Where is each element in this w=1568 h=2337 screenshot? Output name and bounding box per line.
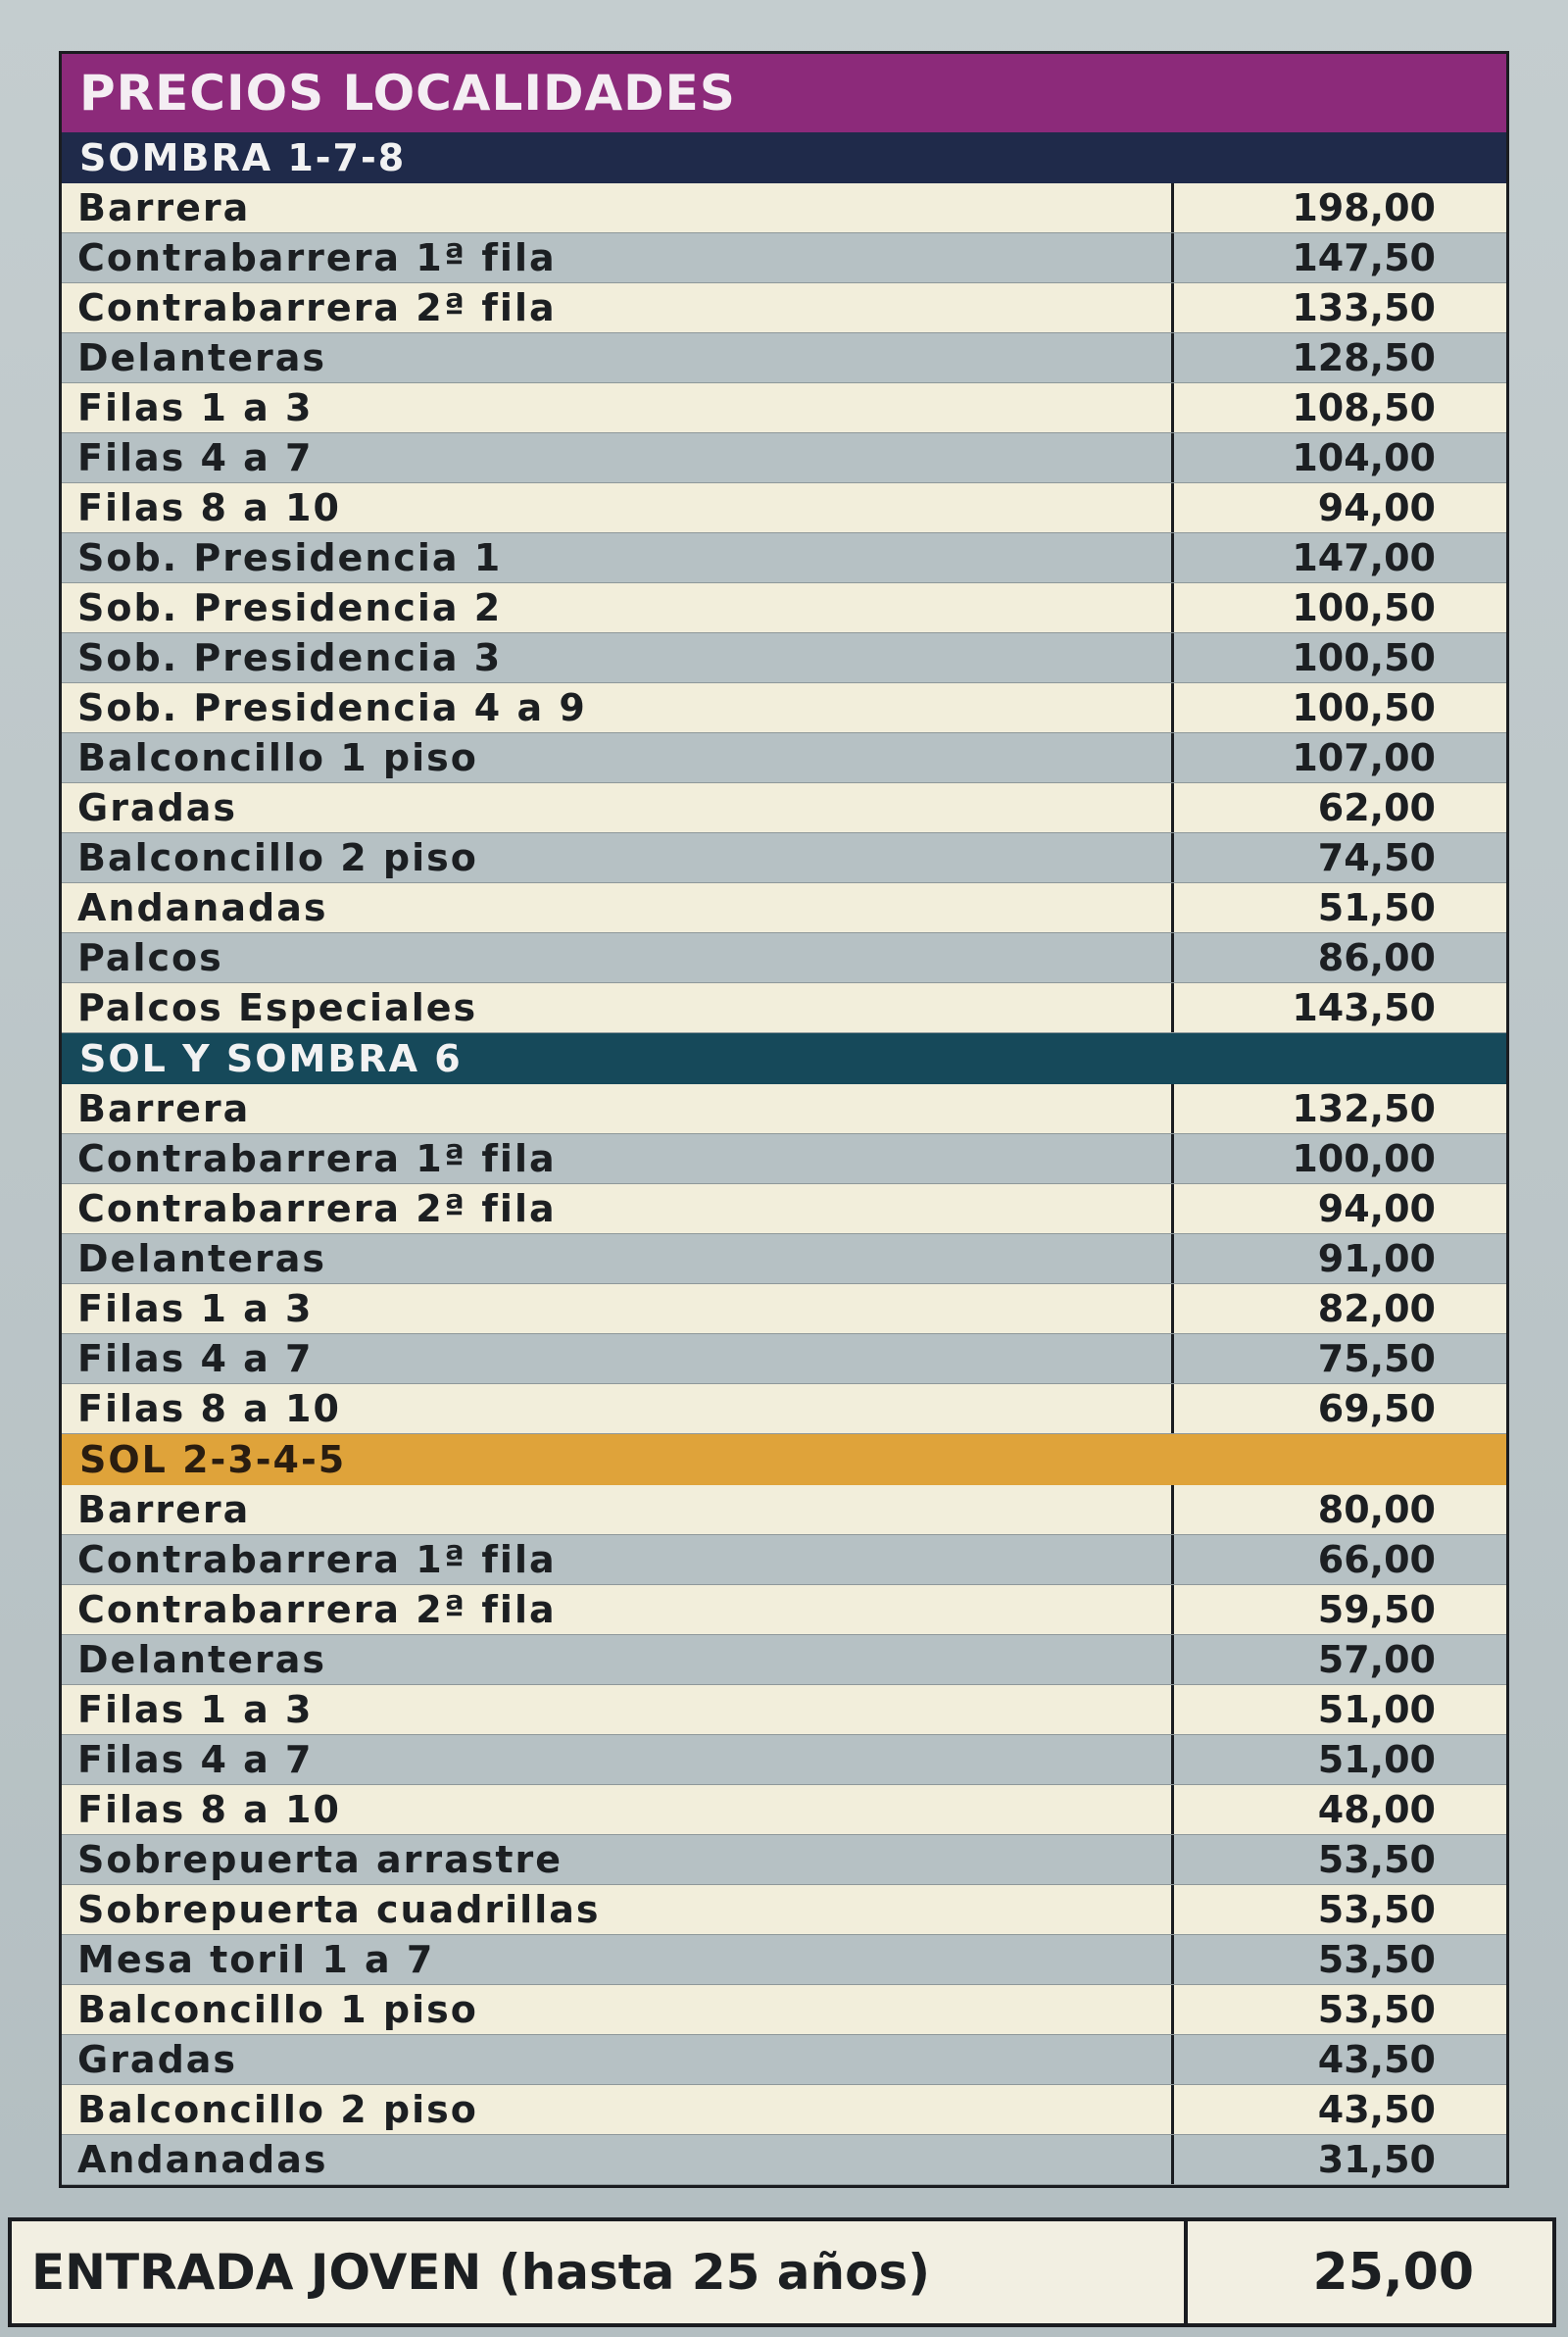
price-row: [62, 833, 1506, 883]
seat-price: 51,50: [1317, 886, 1436, 929]
price-row: [62, 1935, 1506, 1985]
seat-price: 59,50: [1317, 1588, 1436, 1631]
section-rows: [62, 1084, 1506, 1434]
price-table: [59, 51, 1509, 2188]
seat-price: 100,50: [1292, 586, 1436, 629]
section-rows: [62, 1485, 1506, 2185]
price-row: [62, 933, 1506, 983]
price-row: [62, 483, 1506, 533]
price-row: [62, 1835, 1506, 1885]
seat-price: 31,50: [1317, 2138, 1436, 2181]
seat-label: Gradas: [62, 2035, 1174, 2084]
price-row: [62, 1885, 1506, 1935]
seat-price: 51,00: [1317, 1738, 1436, 1781]
seat-label: Delanteras: [62, 333, 1174, 382]
price-row: [62, 1184, 1506, 1234]
seat-price: 43,50: [1317, 2038, 1436, 2081]
section-sol: [62, 1434, 1506, 2185]
seat-label: Sob. Presidencia 4 a 9: [62, 683, 1174, 732]
seat-price: 80,00: [1317, 1488, 1436, 1531]
price-row: [62, 1084, 1506, 1134]
seat-label: Filas 4 a 7: [62, 433, 1174, 482]
seat-price: 57,00: [1317, 1638, 1436, 1681]
price-row: [62, 983, 1506, 1033]
seat-price: 48,00: [1317, 1788, 1436, 1831]
section-header: SOL 2-3-4-5: [62, 1434, 1506, 1485]
price-row: [62, 883, 1506, 933]
seat-price: 62,00: [1317, 786, 1436, 829]
price-row: [62, 2035, 1506, 2085]
seat-price: 75,50: [1317, 1337, 1436, 1380]
seat-label: Contrabarrera 2ª fila: [62, 283, 1174, 332]
seat-label: Barrera: [62, 1084, 1174, 1133]
seat-label: Sob. Presidencia 2: [62, 583, 1174, 632]
seat-label: Barrera: [62, 183, 1174, 232]
price-row: [62, 1735, 1506, 1785]
seat-price: 198,00: [1292, 186, 1436, 229]
seat-price: 53,50: [1317, 1988, 1436, 2031]
price-row: [62, 1635, 1506, 1685]
price-row: [62, 333, 1506, 383]
section-sol-y-sombra: [62, 1033, 1506, 1434]
seat-label: Contrabarrera 1ª fila: [62, 1134, 1174, 1183]
seat-price: 86,00: [1317, 936, 1436, 979]
price-row: [62, 1685, 1506, 1735]
seat-label: Barrera: [62, 1485, 1174, 1534]
section-header: SOMBRA 1-7-8: [62, 132, 1506, 183]
seat-label: Mesa toril 1 a 7: [62, 1935, 1174, 1984]
seat-price: 128,50: [1292, 336, 1436, 379]
seat-label: Filas 4 a 7: [62, 1735, 1174, 1784]
price-row: [62, 1384, 1506, 1434]
price-row: [62, 1535, 1506, 1585]
youth-ticket-label: ENTRADA JOVEN (hasta 25 años): [12, 2221, 1188, 2323]
main-title: PRECIOS LOCALIDADES: [62, 54, 1506, 132]
seat-price: 94,00: [1317, 486, 1436, 529]
seat-label: Delanteras: [62, 1635, 1174, 1684]
seat-price: 69,50: [1317, 1387, 1436, 1430]
price-row: [62, 1585, 1506, 1635]
seat-price: 66,00: [1317, 1538, 1436, 1581]
seat-price: 147,00: [1292, 536, 1436, 579]
price-row: [62, 183, 1506, 233]
price-row: [62, 2085, 1506, 2135]
seat-label: Contrabarrera 2ª fila: [62, 1585, 1174, 1634]
price-row: [62, 1334, 1506, 1384]
seat-price: 53,50: [1317, 1938, 1436, 1981]
seat-label: Balconcillo 1 piso: [62, 1985, 1174, 2034]
seat-price: 147,50: [1292, 236, 1436, 279]
section-sombra: [62, 132, 1506, 1033]
seat-label: Palcos Especiales: [62, 983, 1174, 1032]
seat-label: Contrabarrera 2ª fila: [62, 1184, 1174, 1233]
price-row: [62, 1284, 1506, 1334]
seat-price: 108,50: [1292, 386, 1436, 429]
price-row: [62, 533, 1506, 583]
seat-price: 91,00: [1317, 1237, 1436, 1280]
price-row: [62, 633, 1506, 683]
price-row: [62, 1985, 1506, 2035]
seat-price: 94,00: [1317, 1187, 1436, 1230]
seat-price: 74,50: [1317, 836, 1436, 879]
seat-label: Filas 8 a 10: [62, 1384, 1174, 1433]
seat-label: Contrabarrera 1ª fila: [62, 1535, 1174, 1584]
price-row: [62, 583, 1506, 633]
seat-price: 53,50: [1317, 1888, 1436, 1931]
seat-label: Balconcillo 1 piso: [62, 733, 1174, 782]
seat-label: Balconcillo 2 piso: [62, 833, 1174, 882]
seat-label: Filas 8 a 10: [62, 483, 1174, 532]
price-row: [62, 1785, 1506, 1835]
seat-label: Contrabarrera 1ª fila: [62, 233, 1174, 282]
price-row: [62, 1485, 1506, 1535]
seat-label: Sob. Presidencia 1: [62, 533, 1174, 582]
seat-price: 100,00: [1292, 1137, 1436, 1180]
seat-price: 133,50: [1292, 286, 1436, 329]
seat-label: Sobrepuerta cuadrillas: [62, 1885, 1174, 1934]
seat-label: Filas 4 a 7: [62, 1334, 1174, 1383]
price-row: [62, 383, 1506, 433]
seat-price: 100,50: [1292, 636, 1436, 679]
seat-price: 82,00: [1317, 1287, 1436, 1330]
price-row: [62, 233, 1506, 283]
price-row: [62, 733, 1506, 783]
seat-label: Delanteras: [62, 1234, 1174, 1283]
price-row: [62, 683, 1506, 733]
price-row: [62, 2135, 1506, 2185]
price-row: [62, 1234, 1506, 1284]
section-header: SOL Y SOMBRA 6: [62, 1033, 1506, 1084]
price-row: [62, 1134, 1506, 1184]
seat-label: Filas 1 a 3: [62, 1284, 1174, 1333]
seat-price: 51,00: [1317, 1688, 1436, 1731]
seat-price: 107,00: [1292, 736, 1436, 779]
seat-label: Sobrepuerta arrastre: [62, 1835, 1174, 1884]
seat-price: 100,50: [1292, 686, 1436, 729]
seat-label: Filas 8 a 10: [62, 1785, 1174, 1834]
seat-price: 104,00: [1292, 436, 1436, 479]
seat-label: Palcos: [62, 933, 1174, 982]
youth-ticket-row: [8, 2217, 1556, 2327]
seat-label: Gradas: [62, 783, 1174, 832]
seat-label: Filas 1 a 3: [62, 383, 1174, 432]
seat-price: 132,50: [1292, 1087, 1436, 1130]
youth-ticket-price: 25,00: [1312, 2243, 1474, 2302]
seat-price: 43,50: [1317, 2088, 1436, 2131]
seat-price: 53,50: [1317, 1838, 1436, 1881]
price-row: [62, 433, 1506, 483]
seat-label: Balconcillo 2 piso: [62, 2085, 1174, 2134]
seat-label: Andanadas: [62, 2135, 1174, 2184]
seat-price: 143,50: [1292, 986, 1436, 1029]
seat-label: Sob. Presidencia 3: [62, 633, 1174, 682]
section-rows: [62, 183, 1506, 1033]
seat-label: Andanadas: [62, 883, 1174, 932]
price-row: [62, 283, 1506, 333]
price-row: [62, 783, 1506, 833]
seat-label: Filas 1 a 3: [62, 1685, 1174, 1734]
